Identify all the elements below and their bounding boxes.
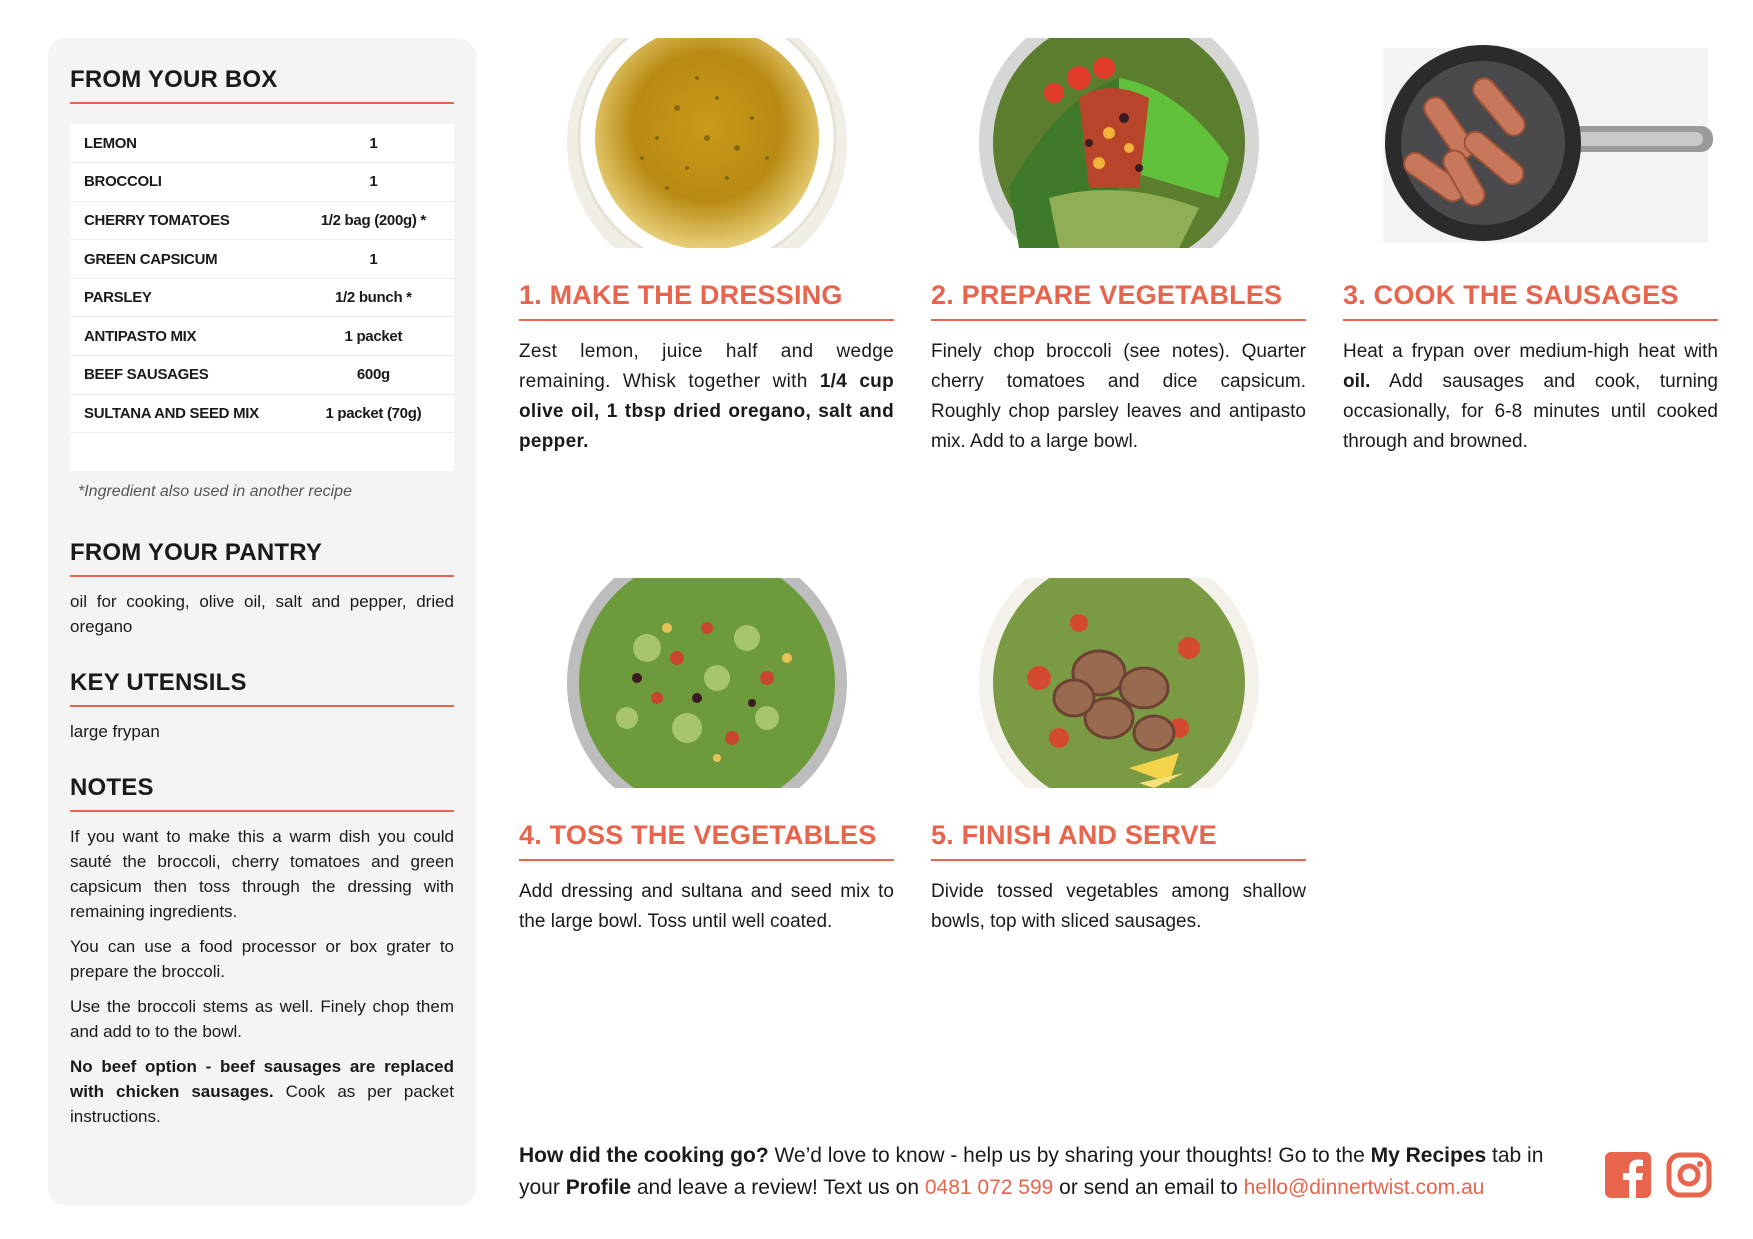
instagram-icon-svg: [1666, 1152, 1712, 1198]
ingredient-qty: 1: [293, 124, 454, 163]
notes-paragraph-2: You can use a food processor or box grater to prepare the broccoli.: [70, 936, 454, 981]
step-bold-text: oil.: [1343, 371, 1371, 392]
feedback-text: tab in your: [519, 1144, 1544, 1199]
step-5: [931, 578, 1306, 937]
feedback-text: and leave a review! Text us on: [631, 1176, 925, 1199]
table-filler-row: [70, 433, 454, 471]
step-2-text: [931, 337, 1306, 457]
finished-dish-photo: [979, 578, 1259, 788]
pantry-text: oil for cooking, olive oil, salt and pepper, dried oregano: [70, 591, 454, 636]
notes-bold-text: No beef option - beef sausages are replaced with chicken sausages.: [70, 1056, 454, 1101]
from-your-pantry-title: FROM YOUR PANTRY: [70, 539, 454, 577]
frypan-sausages-image: [1383, 38, 1723, 248]
filler-cell: [70, 433, 293, 471]
utensils-text: large frypan: [70, 721, 160, 741]
feedback-text: We’d love to know - help us by sharing your thoughts! Go to the: [768, 1144, 1371, 1167]
notes-paragraph-4: [70, 1054, 454, 1129]
sausages-photo: [1383, 38, 1723, 248]
step-text: Divide tossed vegetables among shallow bowls, top with sliced sausages.: [931, 881, 1306, 932]
facebook-icon[interactable]: [1605, 1152, 1651, 1203]
vegetables-photo: [979, 38, 1259, 248]
dressing-photo: [567, 38, 847, 248]
step-2-title: 2. PREPARE VEGETABLES: [931, 280, 1306, 321]
feedback-message: [519, 1140, 1579, 1204]
ingredient-qty: 1/2 bag (200g) *: [293, 201, 454, 240]
facebook-icon-svg: [1605, 1152, 1651, 1198]
table-row: [70, 201, 454, 240]
feedback-question: How did the cooking go?: [519, 1144, 769, 1167]
step-4-title: 4. TOSS THE VEGETABLES: [519, 820, 894, 861]
feedback-text: or send an email to: [1053, 1176, 1244, 1199]
ingredient-qty: 1 packet (70g): [293, 394, 454, 433]
notes-title: NOTES: [70, 774, 454, 812]
step-1-text: [519, 337, 894, 457]
table-row: [70, 278, 454, 317]
pantry-section: [70, 539, 454, 639]
step-1-title: 1. MAKE THE DRESSING: [519, 280, 894, 321]
ingredient-name: ANTIPASTO MIX: [70, 317, 293, 356]
notes-paragraph-1: If you want to make this a warm dish you could sauté the broccoli, cherry tomatoes and green capsicum then toss through the dressing with remaining ingredients.: [70, 826, 454, 921]
step-3: [1343, 38, 1718, 457]
step-text: Finely chop broccoli (see notes). Quarter cherry tomatoes and dice capsicum. Roughly chop parsley leaves and antipasto mix. Add to a large bowl.: [931, 341, 1306, 452]
finished-dish-image: [979, 578, 1259, 788]
ingredient-qty: 600g: [293, 356, 454, 395]
ingredient-footnote: *Ingredient also used in another recipe: [78, 482, 352, 500]
step-3-title: 3. COOK THE SAUSAGES: [1343, 280, 1718, 321]
tossed-salad-image: [567, 578, 847, 788]
email-link[interactable]: hello@dinnertwist.com.au: [1243, 1176, 1485, 1199]
table-row: [70, 240, 454, 279]
step-2: [931, 38, 1306, 457]
key-utensils-title: KEY UTENSILS: [70, 669, 454, 707]
table-row: [70, 394, 454, 433]
ingredient-qty: 1: [293, 163, 454, 202]
notes-section: [70, 774, 454, 1129]
step-text: Heat a frypan over medium-high heat with: [1343, 341, 1718, 362]
step-text: Add dressing and sultana and seed mix to the large bowl. Toss until well coated.: [519, 881, 894, 932]
instagram-icon[interactable]: [1666, 1152, 1712, 1203]
step-text: Add sausages and cook, turning occasionally, for 6-8 minutes until cooked through and browned.: [1343, 371, 1718, 452]
ingredients-table: [70, 124, 454, 471]
step-bold-text: 1/4 cup olive oil, 1 tbsp dried oregano, salt and pepper.: [519, 371, 894, 452]
tossed-vegetables-photo: [567, 578, 847, 788]
ingredient-name: BEEF SAUSAGES: [70, 356, 293, 395]
step-text: Zest lemon, juice half and wedge remaining. Whisk together with: [519, 341, 894, 392]
ingredient-name: BROCCOLI: [70, 163, 293, 202]
ingredient-qty: 1: [293, 240, 454, 279]
filler-cell: [293, 433, 454, 471]
notes-paragraph-3: Use the broccoli stems as well. Finely chop them and add to to the bowl.: [70, 996, 454, 1041]
step-5-title: 5. FINISH AND SERVE: [931, 820, 1306, 861]
profile-label: Profile: [565, 1176, 632, 1199]
my-recipes-label: My Recipes: [1370, 1144, 1487, 1167]
ingredients-panel: [48, 38, 476, 1206]
from-your-box-title: FROM YOUR BOX: [70, 66, 454, 104]
ingredient-qty: 1 packet: [293, 317, 454, 356]
ingredient-name: CHERRY TOMATOES: [70, 201, 293, 240]
step-4-text: [519, 877, 894, 937]
step-5-text: [931, 877, 1306, 937]
step-1: [519, 38, 894, 457]
step-3-text: [1343, 337, 1718, 457]
notes-text: Cook as per packet instructions.: [70, 1081, 454, 1126]
phone-number-link[interactable]: 0481 072 599: [924, 1176, 1054, 1199]
table-row: [70, 163, 454, 202]
ingredient-name: PARSLEY: [70, 278, 293, 317]
vegetables-bowl-image: [979, 38, 1259, 248]
ingredient-name: LEMON: [70, 124, 293, 163]
step-4: [519, 578, 894, 937]
dressing-bowl-image: [567, 38, 847, 248]
ingredient-qty: 1/2 bunch *: [293, 278, 454, 317]
utensils-section: [70, 669, 454, 744]
table-row: [70, 356, 454, 395]
table-row: [70, 124, 454, 163]
ingredient-name: GREEN CAPSICUM: [70, 240, 293, 279]
ingredient-name: SULTANA AND SEED MIX: [70, 394, 293, 433]
table-row: [70, 317, 454, 356]
